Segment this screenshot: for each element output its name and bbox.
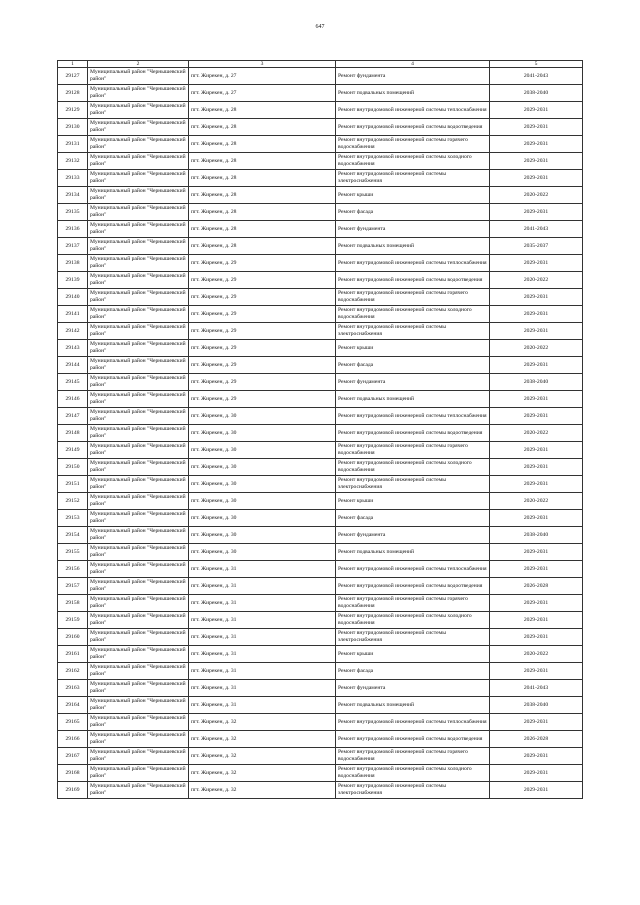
row-number-cell: 29169 [58, 782, 88, 799]
period-cell: 2029-2031 [490, 442, 583, 459]
district-cell: Муниципальный район "Чернышевский район" [88, 289, 189, 306]
work-type-cell: Ремонт подвальных помещений [336, 697, 490, 714]
page-number: 647 [315, 24, 325, 30]
row-number-cell: 29162 [58, 663, 88, 680]
period-cell: 2026-2028 [490, 731, 583, 748]
address-cell: пгт. Жирекен, д. 29 [189, 255, 336, 272]
period-cell: 2029-2031 [490, 153, 583, 170]
address-cell: пгт. Жирекен, д. 32 [189, 782, 336, 799]
capital-repair-table [57, 60, 583, 799]
district-cell: Муниципальный район "Чернышевский район" [88, 374, 189, 391]
table-row [58, 765, 583, 782]
work-type-cell: Ремонт внутридомовой инженерной системы горячего водоснабжения [336, 442, 490, 459]
work-type-cell: Ремонт внутридомовой инженерной системы теплоснабжения [336, 561, 490, 578]
address-cell: пгт. Жирекен, д. 29 [189, 289, 336, 306]
table-row [58, 289, 583, 306]
row-number-cell: 29152 [58, 493, 88, 510]
table-row [58, 595, 583, 612]
row-number-cell: 29166 [58, 731, 88, 748]
table-row [58, 170, 583, 187]
work-type-cell: Ремонт внутридомовой инженерной системы электроснабжения [336, 323, 490, 340]
table-row [58, 442, 583, 459]
row-number-cell: 29128 [58, 85, 88, 102]
table-row [58, 714, 583, 731]
address-cell: пгт. Жирекен, д. 31 [189, 697, 336, 714]
row-number-cell: 29160 [58, 629, 88, 646]
work-type-cell: Ремонт подвальных помещений [336, 85, 490, 102]
work-type-cell: Ремонт внутридомовой инженерной системы водоотведения [336, 119, 490, 136]
period-cell: 2029-2031 [490, 510, 583, 527]
period-cell: 2041-2043 [490, 680, 583, 697]
table-row [58, 459, 583, 476]
address-cell: пгт. Жирекен, д. 31 [189, 663, 336, 680]
address-cell: пгт. Жирекен, д. 32 [189, 748, 336, 765]
row-number-cell: 29154 [58, 527, 88, 544]
table-row [58, 663, 583, 680]
address-cell: пгт. Жирекен, д. 30 [189, 459, 336, 476]
table-row [58, 323, 583, 340]
address-cell: пгт. Жирекен, д. 30 [189, 408, 336, 425]
work-type-cell: Ремонт внутридомовой инженерной системы холодного водоснабжения [336, 306, 490, 323]
district-cell: Муниципальный район "Чернышевский район" [88, 136, 189, 153]
table-row [58, 612, 583, 629]
district-cell: Муниципальный район "Чернышевский район" [88, 476, 189, 493]
address-cell: пгт. Жирекен, д. 30 [189, 544, 336, 561]
address-cell: пгт. Жирекен, д. 27 [189, 68, 336, 85]
address-cell: пгт. Жирекен, д. 32 [189, 765, 336, 782]
period-cell: 2029-2031 [490, 765, 583, 782]
district-cell: Муниципальный район "Чернышевский район" [88, 68, 189, 85]
table-row [58, 425, 583, 442]
period-cell: 2020-2022 [490, 493, 583, 510]
period-cell: 2029-2031 [490, 255, 583, 272]
district-cell: Муниципальный район "Чернышевский район" [88, 306, 189, 323]
address-cell: пгт. Жирекен, д. 28 [189, 187, 336, 204]
row-number-cell: 29135 [58, 204, 88, 221]
period-cell: 2029-2031 [490, 663, 583, 680]
row-number-cell: 29151 [58, 476, 88, 493]
period-cell: 2029-2031 [490, 391, 583, 408]
work-type-cell: Ремонт внутридомовой инженерной системы электроснабжения [336, 629, 490, 646]
table-row [58, 272, 583, 289]
address-cell: пгт. Жирекен, д. 31 [189, 561, 336, 578]
work-type-cell: Ремонт подвальных помещений [336, 544, 490, 561]
work-type-cell: Ремонт внутридомовой инженерной системы электроснабжения [336, 170, 490, 187]
row-number-cell: 29159 [58, 612, 88, 629]
district-cell: Муниципальный район "Чернышевский район" [88, 221, 189, 238]
address-cell: пгт. Жирекен, д. 29 [189, 357, 336, 374]
district-cell: Муниципальный район "Чернышевский район" [88, 153, 189, 170]
address-cell: пгт. Жирекен, д. 28 [189, 153, 336, 170]
row-number-cell: 29136 [58, 221, 88, 238]
row-number-cell: 29143 [58, 340, 88, 357]
row-number-cell: 29163 [58, 680, 88, 697]
district-cell: Муниципальный район "Чернышевский район" [88, 459, 189, 476]
district-cell: Муниципальный район "Чернышевский район" [88, 544, 189, 561]
table-row [58, 748, 583, 765]
district-cell: Муниципальный район "Чернышевский район" [88, 493, 189, 510]
row-number-cell: 29164 [58, 697, 88, 714]
period-cell: 2020-2022 [490, 187, 583, 204]
row-number-cell: 29134 [58, 187, 88, 204]
row-number-cell: 29146 [58, 391, 88, 408]
district-cell: Муниципальный район "Чернышевский район" [88, 578, 189, 595]
row-number-cell: 29168 [58, 765, 88, 782]
table-row [58, 102, 583, 119]
district-cell: Муниципальный район "Чернышевский район" [88, 629, 189, 646]
work-type-cell: Ремонт внутридомовой инженерной системы теплоснабжения [336, 255, 490, 272]
row-number-cell: 29131 [58, 136, 88, 153]
address-cell: пгт. Жирекен, д. 29 [189, 374, 336, 391]
row-number-cell: 29145 [58, 374, 88, 391]
period-cell: 2029-2031 [490, 561, 583, 578]
work-type-cell: Ремонт фасада [336, 204, 490, 221]
address-cell: пгт. Жирекен, д. 32 [189, 731, 336, 748]
row-number-cell: 29148 [58, 425, 88, 442]
district-cell: Муниципальный район "Чернышевский район" [88, 697, 189, 714]
district-cell: Муниципальный район "Чернышевский район" [88, 442, 189, 459]
period-cell: 2029-2031 [490, 408, 583, 425]
district-cell: Муниципальный район "Чернышевский район" [88, 408, 189, 425]
table-row [58, 731, 583, 748]
work-type-cell: Ремонт подвальных помещений [336, 238, 490, 255]
work-type-cell: Ремонт фундамента [336, 527, 490, 544]
row-number-cell: 29133 [58, 170, 88, 187]
address-cell: пгт. Жирекен, д. 31 [189, 612, 336, 629]
district-cell: Муниципальный район "Чернышевский район" [88, 204, 189, 221]
district-cell: Муниципальный район "Чернышевский район" [88, 595, 189, 612]
period-cell: 2029-2031 [490, 357, 583, 374]
district-cell: Муниципальный район "Чернышевский район" [88, 85, 189, 102]
row-number-cell: 29156 [58, 561, 88, 578]
row-number-cell: 29138 [58, 255, 88, 272]
address-cell: пгт. Жирекен, д. 31 [189, 629, 336, 646]
row-number-cell: 29132 [58, 153, 88, 170]
address-cell: пгт. Жирекен, д. 30 [189, 476, 336, 493]
column-header-5: 5 [490, 61, 583, 68]
work-type-cell: Ремонт внутридомовой инженерной системы электроснабжения [336, 476, 490, 493]
district-cell: Муниципальный район "Чернышевский район" [88, 612, 189, 629]
table-body [58, 68, 583, 799]
table-row [58, 476, 583, 493]
district-cell: Муниципальный район "Чернышевский район" [88, 765, 189, 782]
address-cell: пгт. Жирекен, д. 28 [189, 238, 336, 255]
district-cell: Муниципальный район "Чернышевский район" [88, 680, 189, 697]
period-cell: 2029-2031 [490, 714, 583, 731]
table-row [58, 153, 583, 170]
work-type-cell: Ремонт внутридомовой инженерной системы холодного водоснабжения [336, 459, 490, 476]
table-row [58, 85, 583, 102]
row-number-cell: 29127 [58, 68, 88, 85]
column-header-1: 1 [58, 61, 88, 68]
row-number-cell: 29155 [58, 544, 88, 561]
period-cell: 2029-2031 [490, 476, 583, 493]
table-row [58, 680, 583, 697]
work-type-cell: Ремонт фасада [336, 357, 490, 374]
district-cell: Муниципальный район "Чернышевский район" [88, 238, 189, 255]
address-cell: пгт. Жирекен, д. 31 [189, 646, 336, 663]
address-cell: пгт. Жирекен, д. 30 [189, 425, 336, 442]
address-cell: пгт. Жирекен, д. 30 [189, 510, 336, 527]
address-cell: пгт. Жирекен, д. 28 [189, 170, 336, 187]
district-cell: Муниципальный район "Чернышевский район" [88, 102, 189, 119]
table-row [58, 306, 583, 323]
address-cell: пгт. Жирекен, д. 31 [189, 680, 336, 697]
district-cell: Муниципальный район "Чернышевский район" [88, 272, 189, 289]
table-row [58, 204, 583, 221]
district-cell: Муниципальный район "Чернышевский район" [88, 731, 189, 748]
work-type-cell: Ремонт фундамента [336, 221, 490, 238]
row-number-cell: 29140 [58, 289, 88, 306]
work-type-cell: Ремонт внутридомовой инженерной системы горячего водоснабжения [336, 595, 490, 612]
address-cell: пгт. Жирекен, д. 29 [189, 323, 336, 340]
period-cell: 2020-2022 [490, 425, 583, 442]
table-row [58, 629, 583, 646]
row-number-cell: 29158 [58, 595, 88, 612]
row-number-cell: 29142 [58, 323, 88, 340]
work-type-cell: Ремонт крыши [336, 493, 490, 510]
work-type-cell: Ремонт фасада [336, 510, 490, 527]
row-number-cell: 29130 [58, 119, 88, 136]
work-type-cell: Ремонт фундамента [336, 680, 490, 697]
table-row [58, 697, 583, 714]
district-cell: Муниципальный район "Чернышевский район" [88, 748, 189, 765]
work-type-cell: Ремонт внутридомовой инженерной системы теплоснабжения [336, 714, 490, 731]
row-number-cell: 29129 [58, 102, 88, 119]
district-cell: Муниципальный район "Чернышевский район" [88, 561, 189, 578]
row-number-cell: 29167 [58, 748, 88, 765]
period-cell: 2041-2043 [490, 221, 583, 238]
district-cell: Муниципальный район "Чернышевский район" [88, 425, 189, 442]
table-row [58, 340, 583, 357]
table-row [58, 782, 583, 799]
table-row [58, 221, 583, 238]
table-row [58, 408, 583, 425]
work-type-cell: Ремонт внутридомовой инженерной системы холодного водоснабжения [336, 612, 490, 629]
period-cell: 2029-2031 [490, 136, 583, 153]
row-number-cell: 29157 [58, 578, 88, 595]
table-row [58, 527, 583, 544]
row-number-cell: 29144 [58, 357, 88, 374]
address-cell: пгт. Жирекен, д. 28 [189, 204, 336, 221]
work-type-cell: Ремонт внутридомовой инженерной системы водоотведения [336, 425, 490, 442]
period-cell: 2020-2022 [490, 272, 583, 289]
period-cell: 2029-2031 [490, 459, 583, 476]
table-row [58, 544, 583, 561]
column-number-header-row [58, 61, 583, 68]
period-cell: 2029-2031 [490, 544, 583, 561]
table-row [58, 238, 583, 255]
district-cell: Муниципальный район "Чернышевский район" [88, 357, 189, 374]
address-cell: пгт. Жирекен, д. 31 [189, 595, 336, 612]
period-cell: 2026-2028 [490, 578, 583, 595]
district-cell: Муниципальный район "Чернышевский район" [88, 119, 189, 136]
work-type-cell: Ремонт фундамента [336, 374, 490, 391]
work-type-cell: Ремонт внутридомовой инженерной системы холодного водоснабжения [336, 153, 490, 170]
table-row [58, 187, 583, 204]
period-cell: 2029-2031 [490, 323, 583, 340]
column-header-4: 4 [336, 61, 490, 68]
period-cell: 2029-2031 [490, 306, 583, 323]
address-cell: пгт. Жирекен, д. 29 [189, 272, 336, 289]
address-cell: пгт. Жирекен, д. 31 [189, 578, 336, 595]
period-cell: 2029-2031 [490, 748, 583, 765]
district-cell: Муниципальный район "Чернышевский район" [88, 510, 189, 527]
address-cell: пгт. Жирекен, д. 28 [189, 119, 336, 136]
district-cell: Муниципальный район "Чернышевский район" [88, 170, 189, 187]
district-cell: Муниципальный район "Чернышевский район" [88, 323, 189, 340]
work-type-cell: Ремонт крыши [336, 646, 490, 663]
district-cell: Муниципальный район "Чернышевский район" [88, 782, 189, 799]
period-cell: 2038-2040 [490, 697, 583, 714]
address-cell: пгт. Жирекен, д. 29 [189, 391, 336, 408]
address-cell: пгт. Жирекен, д. 28 [189, 221, 336, 238]
table-row [58, 136, 583, 153]
table-row [58, 391, 583, 408]
address-cell: пгт. Жирекен, д. 28 [189, 136, 336, 153]
row-number-cell: 29153 [58, 510, 88, 527]
table-row [58, 510, 583, 527]
work-type-cell: Ремонт фасада [336, 663, 490, 680]
district-cell: Муниципальный район "Чернышевский район" [88, 663, 189, 680]
table-row [58, 493, 583, 510]
work-type-cell: Ремонт подвальных помещений [336, 391, 490, 408]
address-cell: пгт. Жирекен, д. 32 [189, 714, 336, 731]
row-number-cell: 29141 [58, 306, 88, 323]
row-number-cell: 29149 [58, 442, 88, 459]
table-row [58, 255, 583, 272]
work-type-cell: Ремонт внутридомовой инженерной системы горячего водоснабжения [336, 748, 490, 765]
period-cell: 2041-2043 [490, 68, 583, 85]
row-number-cell: 29139 [58, 272, 88, 289]
table-row [58, 119, 583, 136]
address-cell: пгт. Жирекен, д. 27 [189, 85, 336, 102]
period-cell: 2035-2037 [490, 238, 583, 255]
period-cell: 2029-2031 [490, 289, 583, 306]
period-cell: 2029-2031 [490, 119, 583, 136]
district-cell: Муниципальный район "Чернышевский район" [88, 646, 189, 663]
table-row [58, 374, 583, 391]
work-type-cell: Ремонт внутридомовой инженерной системы водоотведения [336, 578, 490, 595]
work-type-cell: Ремонт внутридомовой инженерной системы горячего водоснабжения [336, 136, 490, 153]
period-cell: 2029-2031 [490, 629, 583, 646]
period-cell: 2038-2040 [490, 85, 583, 102]
period-cell: 2029-2031 [490, 595, 583, 612]
period-cell: 2029-2031 [490, 170, 583, 187]
period-cell: 2020-2022 [490, 646, 583, 663]
period-cell: 2029-2031 [490, 782, 583, 799]
period-cell: 2029-2031 [490, 102, 583, 119]
row-number-cell: 29137 [58, 238, 88, 255]
table-row [58, 357, 583, 374]
address-cell: пгт. Жирекен, д. 30 [189, 527, 336, 544]
work-type-cell: Ремонт внутридомовой инженерной системы холодного водоснабжения [336, 765, 490, 782]
work-type-cell: Ремонт внутридомовой инженерной системы водоотведения [336, 731, 490, 748]
work-type-cell: Ремонт крыши [336, 340, 490, 357]
row-number-cell: 29147 [58, 408, 88, 425]
period-cell: 2029-2031 [490, 204, 583, 221]
district-cell: Муниципальный район "Чернышевский район" [88, 714, 189, 731]
district-cell: Муниципальный район "Чернышевский район" [88, 391, 189, 408]
address-cell: пгт. Жирекен, д. 30 [189, 493, 336, 510]
period-cell: 2029-2031 [490, 612, 583, 629]
district-cell: Муниципальный район "Чернышевский район" [88, 187, 189, 204]
work-type-cell: Ремонт внутридомовой инженерной системы горячего водоснабжения [336, 289, 490, 306]
work-type-cell: Ремонт фундамента [336, 68, 490, 85]
table-row [58, 561, 583, 578]
period-cell: 2020-2022 [490, 340, 583, 357]
address-cell: пгт. Жирекен, д. 29 [189, 306, 336, 323]
district-cell: Муниципальный район "Чернышевский район" [88, 340, 189, 357]
period-cell: 2038-2040 [490, 374, 583, 391]
table-row [58, 578, 583, 595]
table-row [58, 68, 583, 85]
row-number-cell: 29161 [58, 646, 88, 663]
period-cell: 2038-2040 [490, 527, 583, 544]
address-cell: пгт. Жирекен, д. 30 [189, 442, 336, 459]
work-type-cell: Ремонт внутридомовой инженерной системы водоотведения [336, 272, 490, 289]
table-row [58, 646, 583, 663]
column-header-3: 3 [189, 61, 336, 68]
work-type-cell: Ремонт крыши [336, 187, 490, 204]
work-type-cell: Ремонт внутридомовой инженерной системы теплоснабжения [336, 408, 490, 425]
address-cell: пгт. Жирекен, д. 28 [189, 102, 336, 119]
work-type-cell: Ремонт внутридомовой инженерной системы теплоснабжения [336, 102, 490, 119]
district-cell: Муниципальный район "Чернышевский район" [88, 255, 189, 272]
row-number-cell: 29150 [58, 459, 88, 476]
work-type-cell: Ремонт внутридомовой инженерной системы электроснабжения [336, 782, 490, 799]
row-number-cell: 29165 [58, 714, 88, 731]
address-cell: пгт. Жирекен, д. 29 [189, 340, 336, 357]
column-header-2: 2 [88, 61, 189, 68]
district-cell: Муниципальный район "Чернышевский район" [88, 527, 189, 544]
